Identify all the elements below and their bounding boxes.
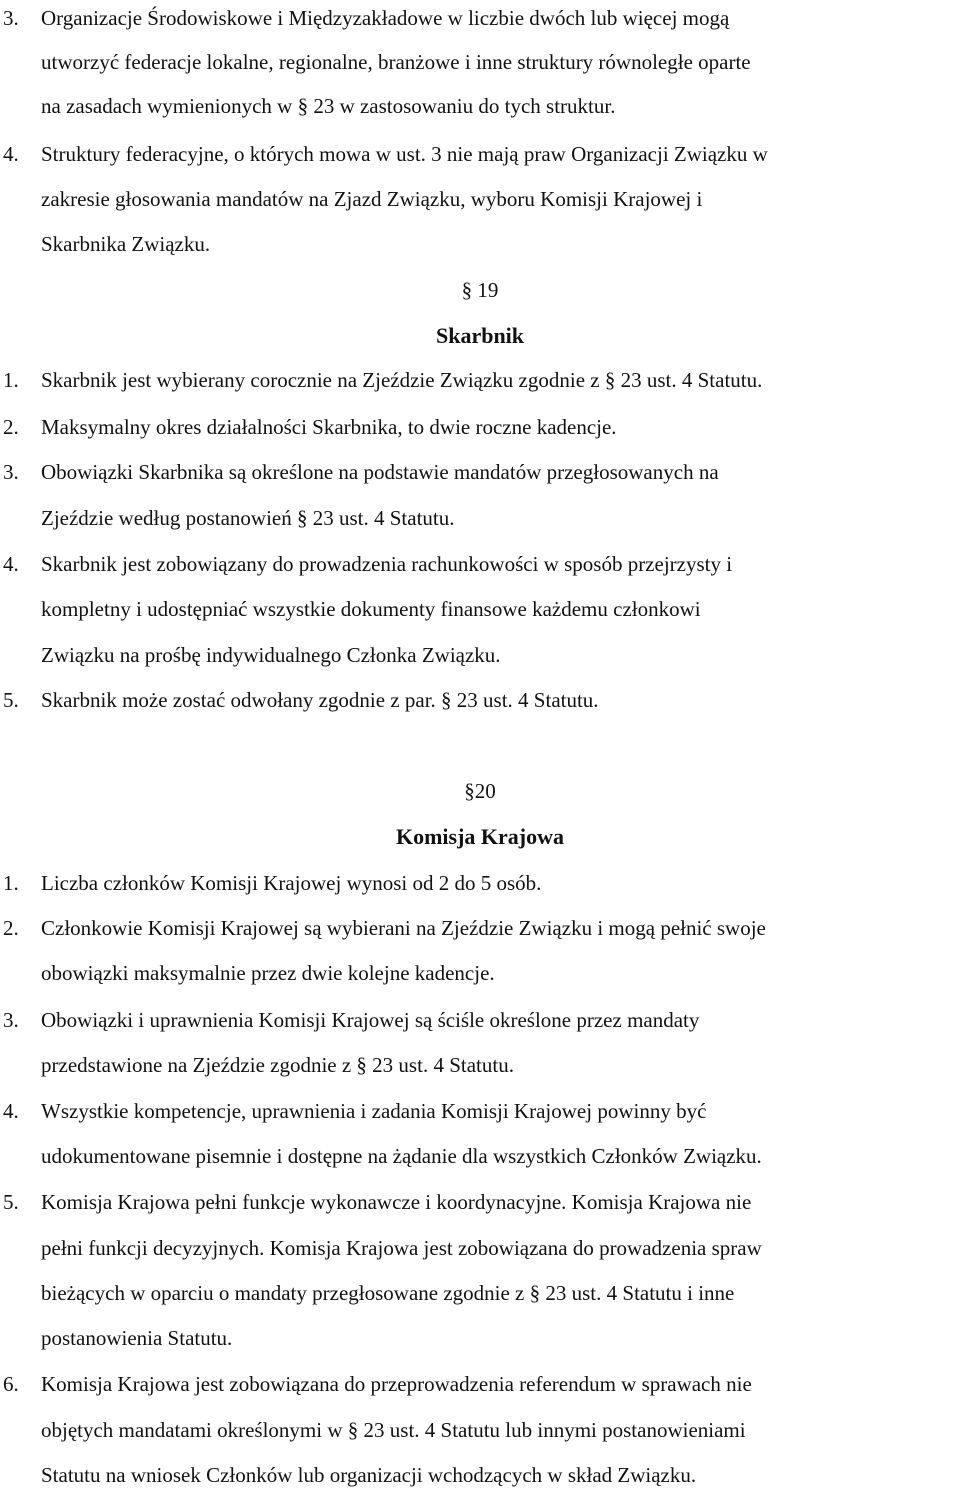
item-text-line: Liczba członków Komisji Krajowej wynosi od 2 do 5 osób. [41,871,542,895]
item-number: 5. [3,688,19,712]
section-title: Komisja Krajowa [395,824,565,849]
item-text-line: Maksymalny okres działalności Skarbnika, to dwie roczne kadencje. [41,415,617,439]
item-text-line: Skarbnik może zostać odwołany zgodnie z par. § 23 ust. 4 Statutu. [41,688,599,712]
item-text-line: Struktury federacyjne, o których mowa w ust. 3 nie mają praw Organizacji Związku w [41,142,768,166]
item-text-line: kompletny i udostępniać wszystkie dokumenty finansowe każdemu członkowi [41,597,701,621]
item-text-line: pełni funkcji decyzyjnych. Komisja Krajowa jest zobowiązana do prowadzenia spraw [41,1236,762,1260]
paragraph-number: § 19 [461,278,499,302]
item-text-line: Organizacje Środowiskowe i Międzyzakładowe w liczbie dwóch lub więcej mogą [41,6,730,30]
item-text-line: Członkowie Komisji Krajowej są wybierani na Zjeździe Związku i mogą pełnić swoje [41,916,766,940]
item-text-line: Komisja Krajowa pełni funkcje wykonawcze i koordynacyjne. Komisja Krajowa nie [41,1190,752,1214]
item-number: 3. [3,460,19,484]
item-text-line: Wszystkie kompetencje, uprawnienia i zadania Komisji Krajowej powinny być [41,1099,707,1123]
item-number: 1. [3,871,19,895]
item-text-line: Obowiązki i uprawnienia Komisji Krajowej są ściśle określone przez mandaty [41,1008,700,1032]
item-number: 2. [3,916,19,940]
item-text-line: postanowienia Statutu. [41,1326,233,1350]
item-text-line: Komisja Krajowa jest zobowiązana do przeprowadzenia referendum w sprawach nie [41,1372,752,1396]
item-text-line: Obowiązki Skarbnika są określone na podstawie mandatów przegłosowanych na [41,460,719,484]
item-text-line: objętych mandatami określonymi w § 23 ust. 4 Statutu lub innymi postanowieniami [41,1418,746,1442]
item-number: 1. [3,368,19,392]
item-number: 5. [3,1190,19,1214]
item-number: 4. [3,552,19,576]
item-text-line: Skarbnik jest zobowiązany do prowadzenia rachunkowości w sposób przejrzysty i [41,552,733,576]
item-number: 2. [3,415,19,439]
item-text-line: Związku na prośbę indywidualnego Członka Związku. [41,643,501,667]
item-number: 3. [3,1008,19,1032]
item-number: 4. [3,142,19,166]
item-text-line: udokumentowane pisemnie i dostępne na żądanie dla wszystkich Członków Związku. [41,1144,762,1168]
item-text-line: obowiązki maksymalnie przez dwie kolejne kadencje. [41,961,495,985]
item-text-line: bieżących w oparciu o mandaty przegłosowane zgodnie z § 23 ust. 4 Statutu i inne [41,1281,735,1305]
item-number: 6. [3,1372,19,1396]
paragraph-number: §20 [464,779,496,803]
item-text-line: utworzyć federacje lokalne, regionalne, branżowe i inne struktury równoległe oparte [41,50,751,74]
item-text-line: Skarbnik jest wybierany corocznie na Zjeździe Związku zgodnie z § 23 ust. 4 Statutu. [41,368,763,392]
item-text-line: na zasadach wymienionych w § 23 w zastosowaniu do tych struktur. [41,94,616,118]
item-number: 4. [3,1099,19,1123]
item-text-line: Skarbnika Związku. [41,232,211,256]
item-text-line: zakresie głosowania mandatów na Zjazd Związku, wyboru Komisji Krajowej i [41,187,703,211]
item-number: 3. [3,6,19,30]
section-title: Skarbnik [435,323,525,348]
item-text-line: przedstawione na Zjeździe zgodnie z § 23 ust. 4 Statutu. [41,1053,514,1077]
item-text-line: Zjeździe według postanowień § 23 ust. 4 Statutu. [41,506,455,530]
item-text-line: Statutu na wniosek Członków lub organizacji wchodzących w skład Związku. [41,1463,697,1487]
